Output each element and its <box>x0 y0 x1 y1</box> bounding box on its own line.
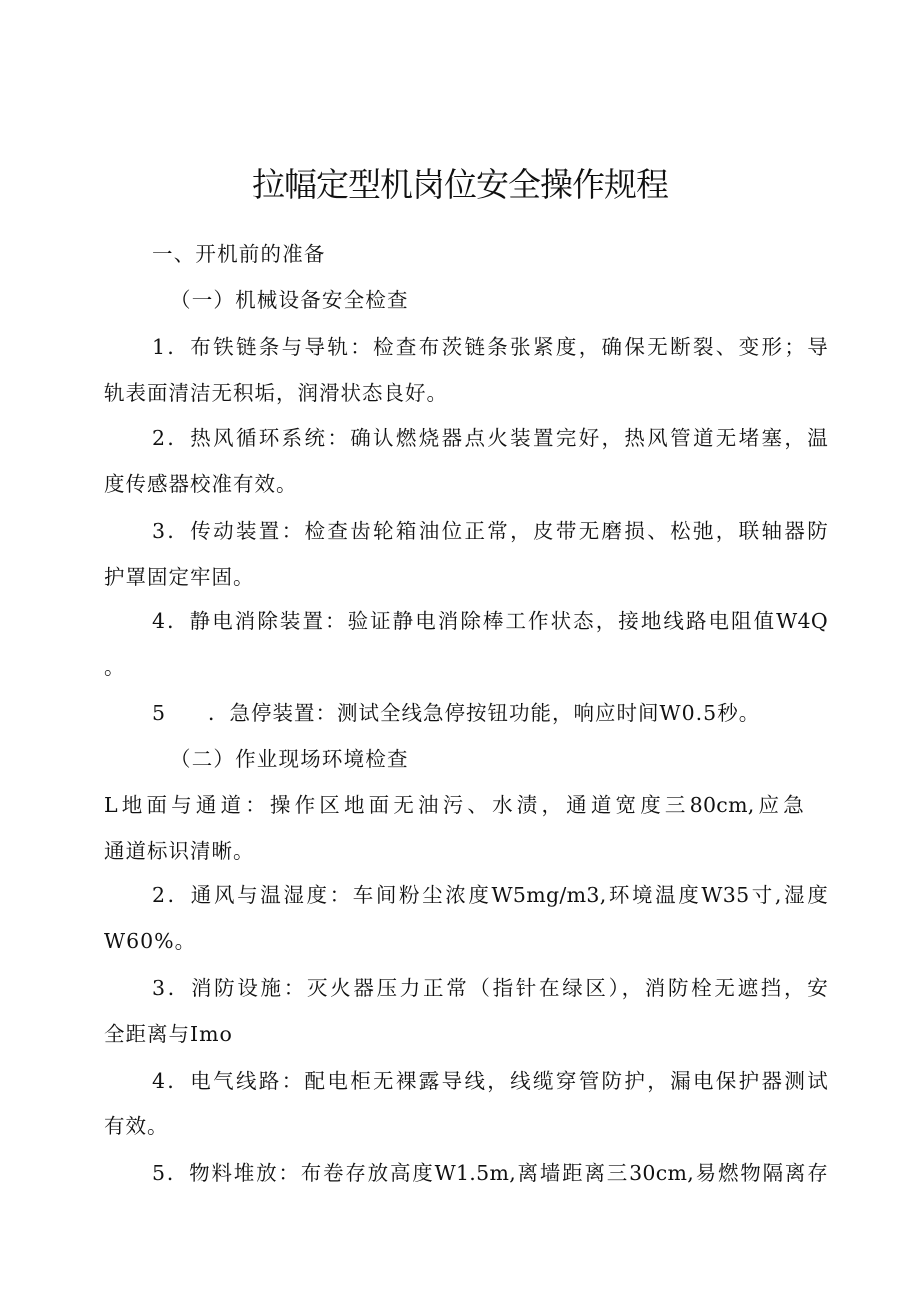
paragraph-line <box>152 332 828 362</box>
paragraph-text: ．急停装置：测试全线急停按钮功能，响应时间W0.5秒。 <box>208 701 761 725</box>
paragraph-line <box>152 606 828 636</box>
paragraph-text: L地面与通道：操作区地面无油污、水渍，通道宽度三80cm,应急 <box>104 793 804 817</box>
paragraph-line <box>152 880 828 910</box>
paragraph-line <box>152 516 828 546</box>
paragraph-line <box>152 698 760 728</box>
paragraph-text: 2．通风与温湿度：车间粉尘浓度W5mg∕m3,环境温度W35寸,湿度 <box>152 883 828 907</box>
paragraph-line <box>152 973 828 1003</box>
paragraph-continuation: 通道标识清晰。 <box>104 839 255 863</box>
paragraph-continuation: 轨表面清洁无积垢，润滑状态良好。 <box>104 381 448 405</box>
document-title: 拉幅定型机岗位安全操作规程 <box>252 165 668 204</box>
paragraph-continuation: 有效。 <box>104 1114 169 1138</box>
paragraph-continuation: 护罩固定牢固。 <box>104 565 255 589</box>
paragraph-line <box>104 790 804 820</box>
paragraph-line <box>152 1158 828 1188</box>
subsection-heading: （二）作业现场环境检查 <box>170 747 409 771</box>
paragraph-continuation: 度传感器校准有效。 <box>104 472 298 496</box>
paragraph-line <box>152 1066 828 1096</box>
paragraph-text: 3．传动装置：检查齿轮箱油位正常，皮带无磨损、松弛，联轴器防 <box>152 519 828 543</box>
paragraph-text: 3．消防设施：灭火器压力正常（指针在绿区），消防栓无遮挡，安 <box>152 976 828 1000</box>
paragraph-continuation: 全距离与Imo <box>104 1022 233 1046</box>
paragraph-text: 4．静电消除装置：验证静电消除棒工作状态，接地线路电阻值W4Q <box>152 609 828 633</box>
paragraph-line <box>152 423 828 453</box>
paragraph-continuation: 。 <box>104 655 126 679</box>
paragraph-text: 4．电气线路：配电柜无裸露导线，线缆穿管防护，漏电保护器测试 <box>152 1069 828 1093</box>
paragraph-continuation: W60%。 <box>104 929 197 953</box>
paragraph-text: 5．物料堆放：布卷存放高度W1.5m,离墙距离三30cm,易燃物隔离存 <box>152 1161 828 1185</box>
item-number: 5 <box>152 701 167 725</box>
paragraph-text: 2．热风循环系统：确认燃烧器点火装置完好，热风管道无堵塞，温 <box>152 426 828 450</box>
paragraph-text: 1．布铁链条与导轨：检查布茨链条张紧度，确保无断裂、变形；导 <box>152 335 828 359</box>
subsection-heading: （一）机械设备安全检查 <box>170 288 409 312</box>
section-heading: 一、开机前的准备 <box>152 242 326 266</box>
